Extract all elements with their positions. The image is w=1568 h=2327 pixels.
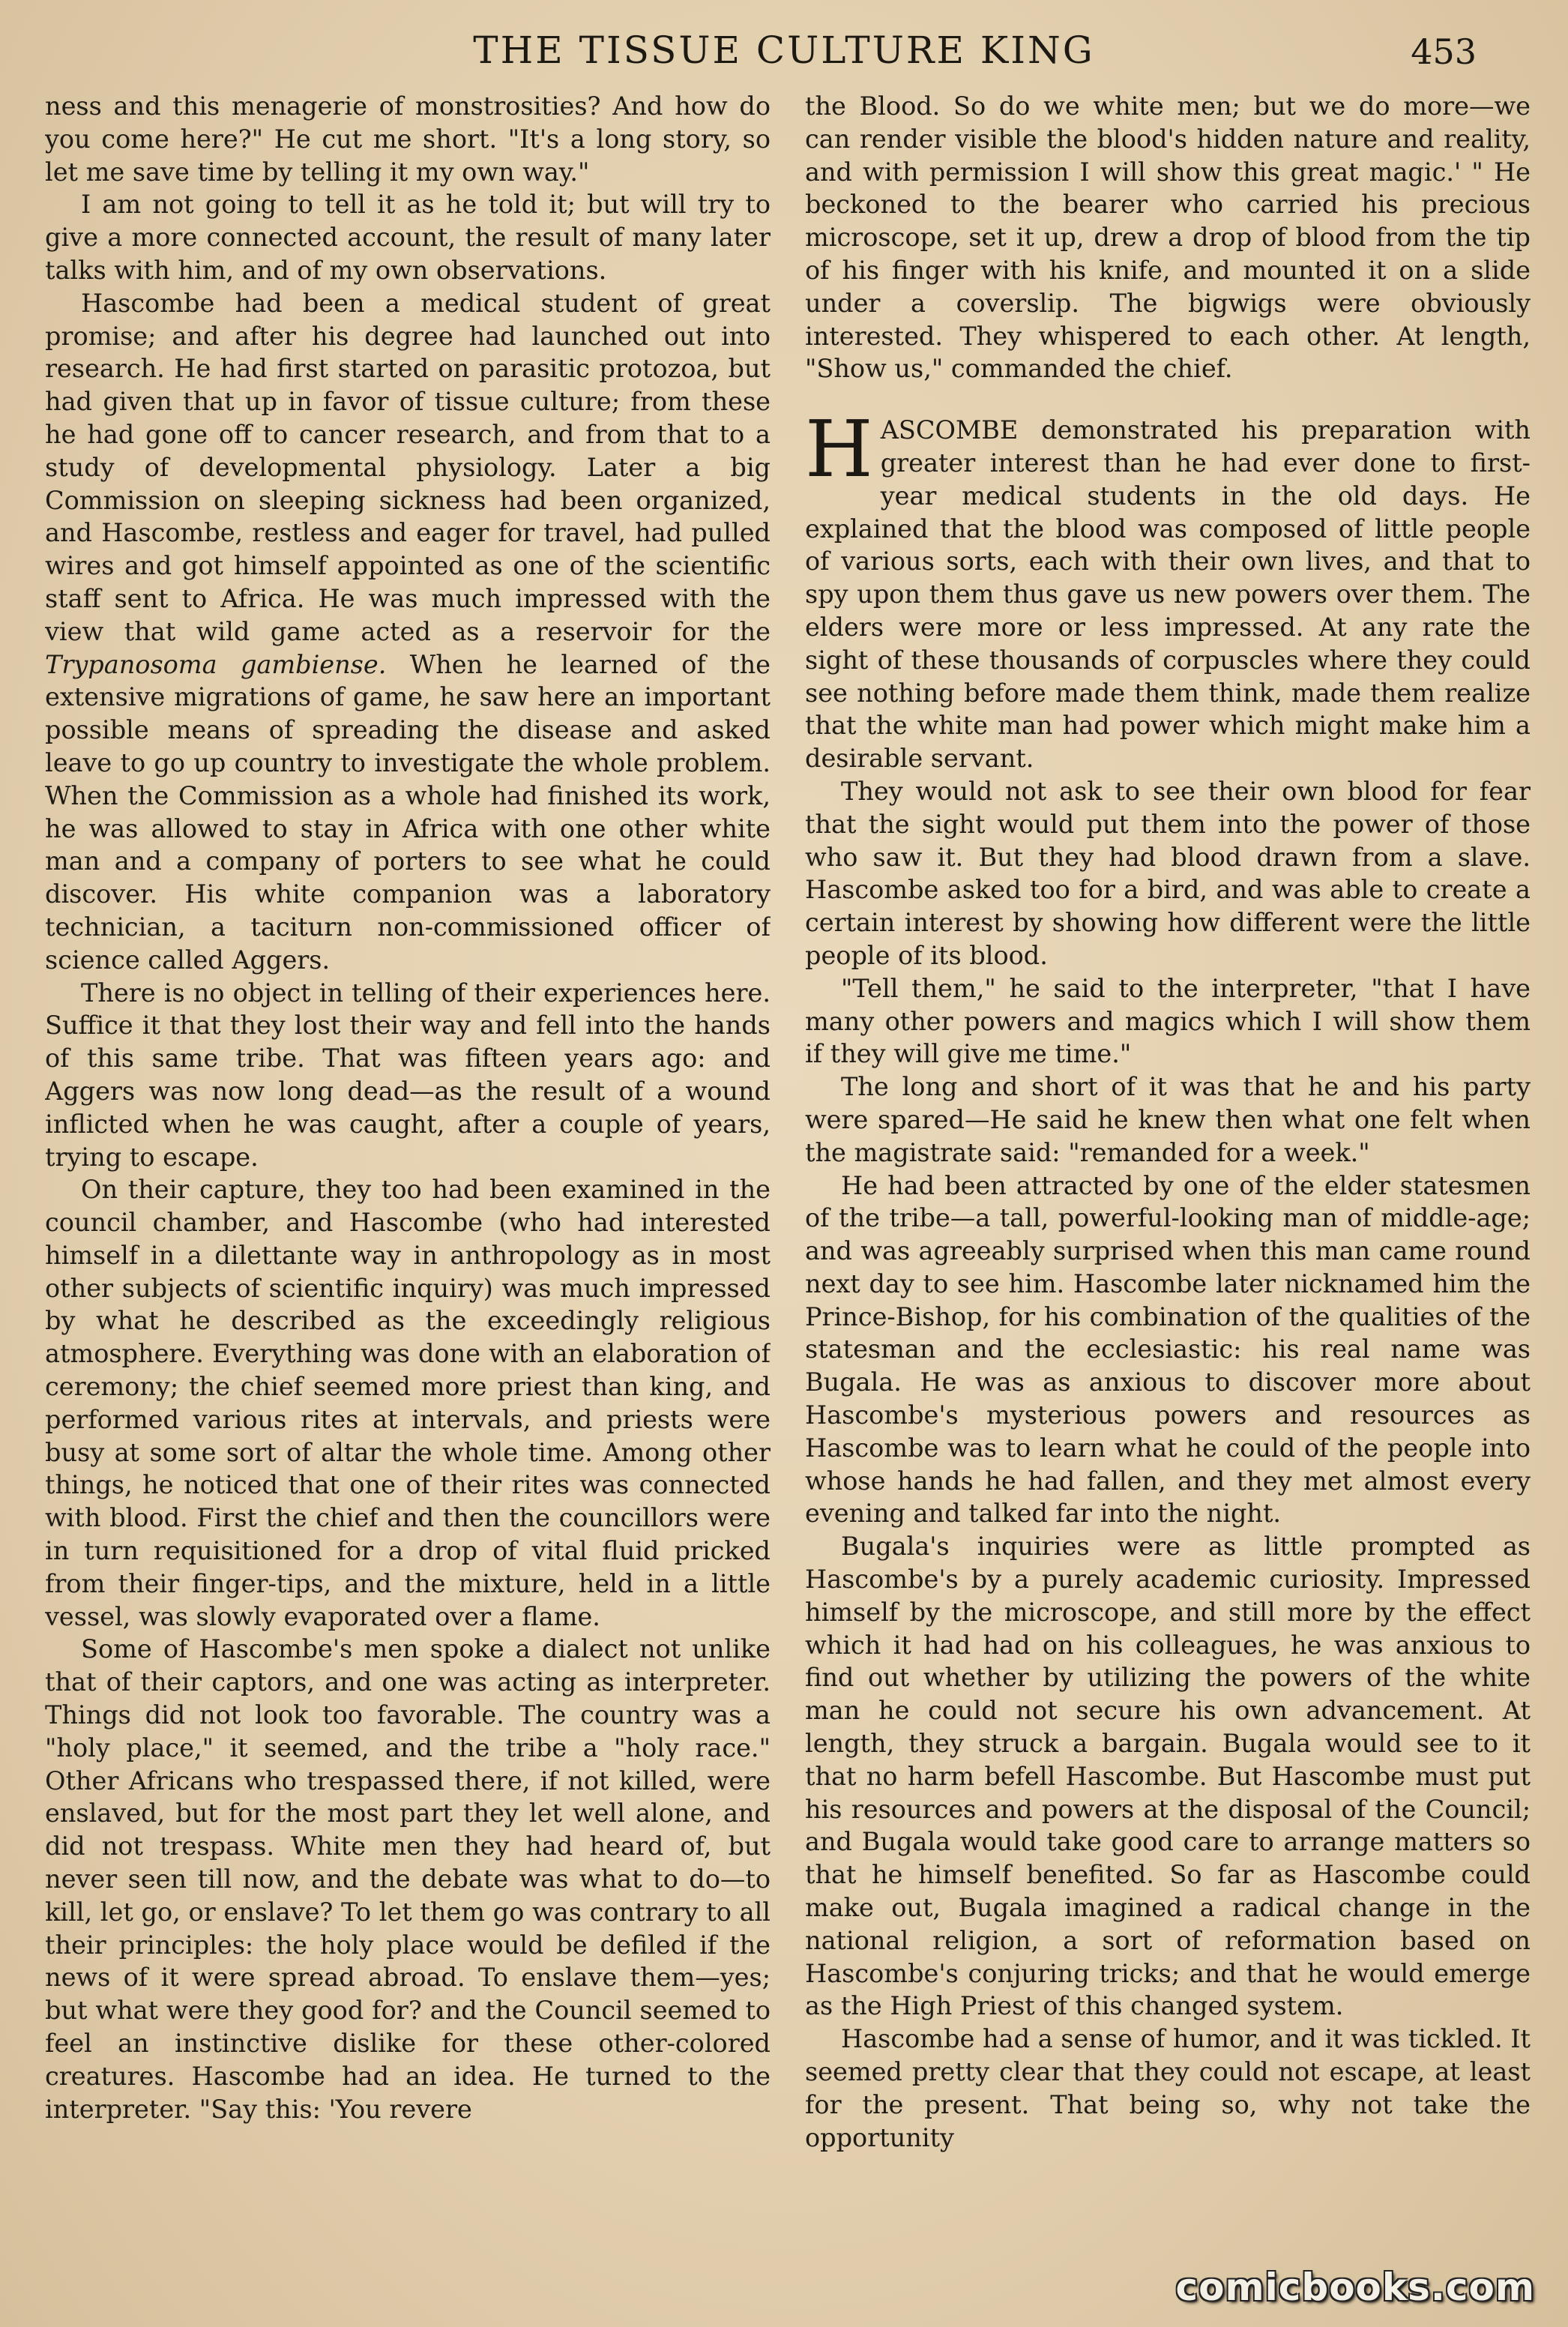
paragraph: ness and this menagerie of monstrosities? And how do you come here?" He cut me short. "It's a long story, so let me save time by telling it my own way." xyxy=(45,91,771,187)
page-header xyxy=(45,28,1523,81)
paragraph: I am not going to tell it as he told it; but will try to give a more connected account, the result of many later talks with him, and of my own observations. xyxy=(45,190,771,285)
site-watermark: comicbooks.com xyxy=(1175,2266,1535,2309)
paragraph-text: ASCOMBE demonstrated his preparation with greater interest than he had ever done to first-year medical students in the old days. He explained that the blood was composed of little people of various sorts, each with their own lives, and that to spy upon them thus gave us new powers over them. The elders were more or less impressed. At any rate the sight of these thousands of corpuscles where they could see nothing before made them think, made them realize that the white man had power which might make him a desirable servant. xyxy=(805,415,1531,774)
paragraph: Hascombe had a sense of humor, and it was tickled. It seemed pretty clear that they could not escape, at least for the present. That being so, why not take the opportunity xyxy=(805,2024,1531,2152)
paragraph: They would not ask to see their own blood for fear that the sight would put them into the power of those who saw it. But they had blood drawn from a slave. Hascombe asked too for a bird, and was able to create a certain interest by showing how different were the little people of its blood. xyxy=(805,776,1531,970)
paragraph xyxy=(45,287,771,977)
section-opening-paragraph xyxy=(805,403,1531,775)
paragraph: He had been attracted by one of the elder statesmen of the tribe—a tall, powerful-looking man of middle-age; and was agreeably surprised when this man came round next day to see him. Hascombe later nicknamed him the Prince-Bishop, for his combination of the qualities of the statesman and the ecclesiastic: his real name was Bugala. He was as anxious to discover more about Hascombe's mysterious powers and resources as Hascombe was to learn what he could of the people into whose hands he had fallen, and they met almost every evening and talked far into the night. xyxy=(805,1170,1531,1529)
italic-species-name: Trypanosoma gambiense. xyxy=(45,649,387,679)
paragraph: the Blood. So do we white men; but we do more—we can render visible the blood's hidden nature and reality, and with permission I will show this great magic.' " He beckoned to the bearer who carried his precious microscope, set it up, drew a drop of blood from the tip of his finger with his knife, and mounted it on a slide under a coverslip. The bigwigs were obviously interested. They whispered to each other. At length, "Show us," commanded the chief. xyxy=(805,91,1531,384)
drop-cap: H xyxy=(805,403,873,496)
paragraph: On their capture, they too had been examined in the council chamber, and Hascombe (who had interested himself in a dilettante way in anthropology as in most other subjects of scientific inquiry) was much impressed by what he described as the exceedingly religious atmosphere. Everything was done with an elaboration of ceremony; the chief seemed more priest than king, and performed various rites at intervals, and priests were busy at some sort of altar the whole time. Among other things, he noticed that one of their rites was connected with blood. First the chief and then the councillors were in turn requisitioned for a drop of vital fluid pricked from their finger-tips, and the mixture, held in a little vessel, was slowly evaporated over a flame. xyxy=(45,1175,771,1631)
paragraph: "Tell them," he said to the interpreter, "that I have many other powers and magics which I will show them if they will give me time." xyxy=(805,973,1531,1069)
running-title: THE TISSUE CULTURE KING xyxy=(473,28,1095,72)
paragraph: The long and short of it was that he and his party were spared—He said he knew then what one felt when the magistrate said: "remanded for a week." xyxy=(805,1072,1531,1167)
paragraph: Bugala's inquiries were as little prompted as Hascombe's by a purely academic curiosity. Impressed himself by the microscope, and still more by the effect which it had had on his colleagues, he was anxious to find out whether by utilizing the powers of the white man he could not secure his own advancement. At length, they struck a bargain. Bugala would see to it that no harm befell Hascombe. But Hascombe must put his resources and powers at the disposal of the Council; and Bugala would take good care to arrange matters so that he himself benefited. So far as Hascombe could make out, Bugala imagined a radical change in the national religion, a sort of reformation based on Hascombe's conjuring tricks; and that he would emerge as the High Priest of this changed system. xyxy=(805,1532,1531,2021)
paragraph: There is no object in telling of their experiences here. Suffice it that they lost their way and fell into the hands of this same tribe. That was fifteen years ago: and Aggers was now long dead—as the result of a wound inflicted when he was caught, after a couple of years, trying to escape. xyxy=(45,978,771,1172)
right-column xyxy=(805,90,1531,2279)
paragraph-text: When he learned of the extensive migrations of game, he saw here an important possible means of spreading the disease and asked leave to go up country to investigate the whole problem. When the Commission as a whole had finished its work, he was allowed to stay in Africa with one other white man and a company of porters to see what he could discover. His white companion was a laboratory technician, a taciturn non-commissioned officer of science called Aggers. xyxy=(45,649,771,975)
page-number: 453 xyxy=(1411,31,1477,72)
paragraph-text: Hascombe had been a medical student of great promise; and after his degree had launched out into research. He had first started on parasitic protozoa, but had given that up in favor of tissue culture; from these he had gone off to cancer research, and from that to a study of developmental physiology. Later a big Commission on sleeping sickness had been organized, and Hascombe, restless and eager for travel, had pulled wires and got himself appointed as one of the scientific staff sent to Africa. He was much impressed with the view that wild game acted as a reservoir for the xyxy=(45,288,771,646)
left-column xyxy=(45,90,771,2279)
paragraph: Some of Hascombe's men spoke a dialect not unlike that of their captors, and one was acting as interpreter. Things did not look too favorable. The country was a "holy place," it seemed, and the tribe a "holy race." Other Africans who trespassed there, if not killed, were enslaved, but for the most part they let well alone, and did not trespass. White men they had heard of, but never seen till now, and the debate was what to do—to kill, let go, or enslave? To let them go was contrary to all their principles: the holy place would be defiled if the news of it were spread abroad. To enslave them—yes; but what were they good for? and the Council seemed to feel an instinctive dislike for these other-colored creatures. Hascombe had an idea. He turned to the interpreter. "Say this: 'You revere xyxy=(45,1634,771,2124)
